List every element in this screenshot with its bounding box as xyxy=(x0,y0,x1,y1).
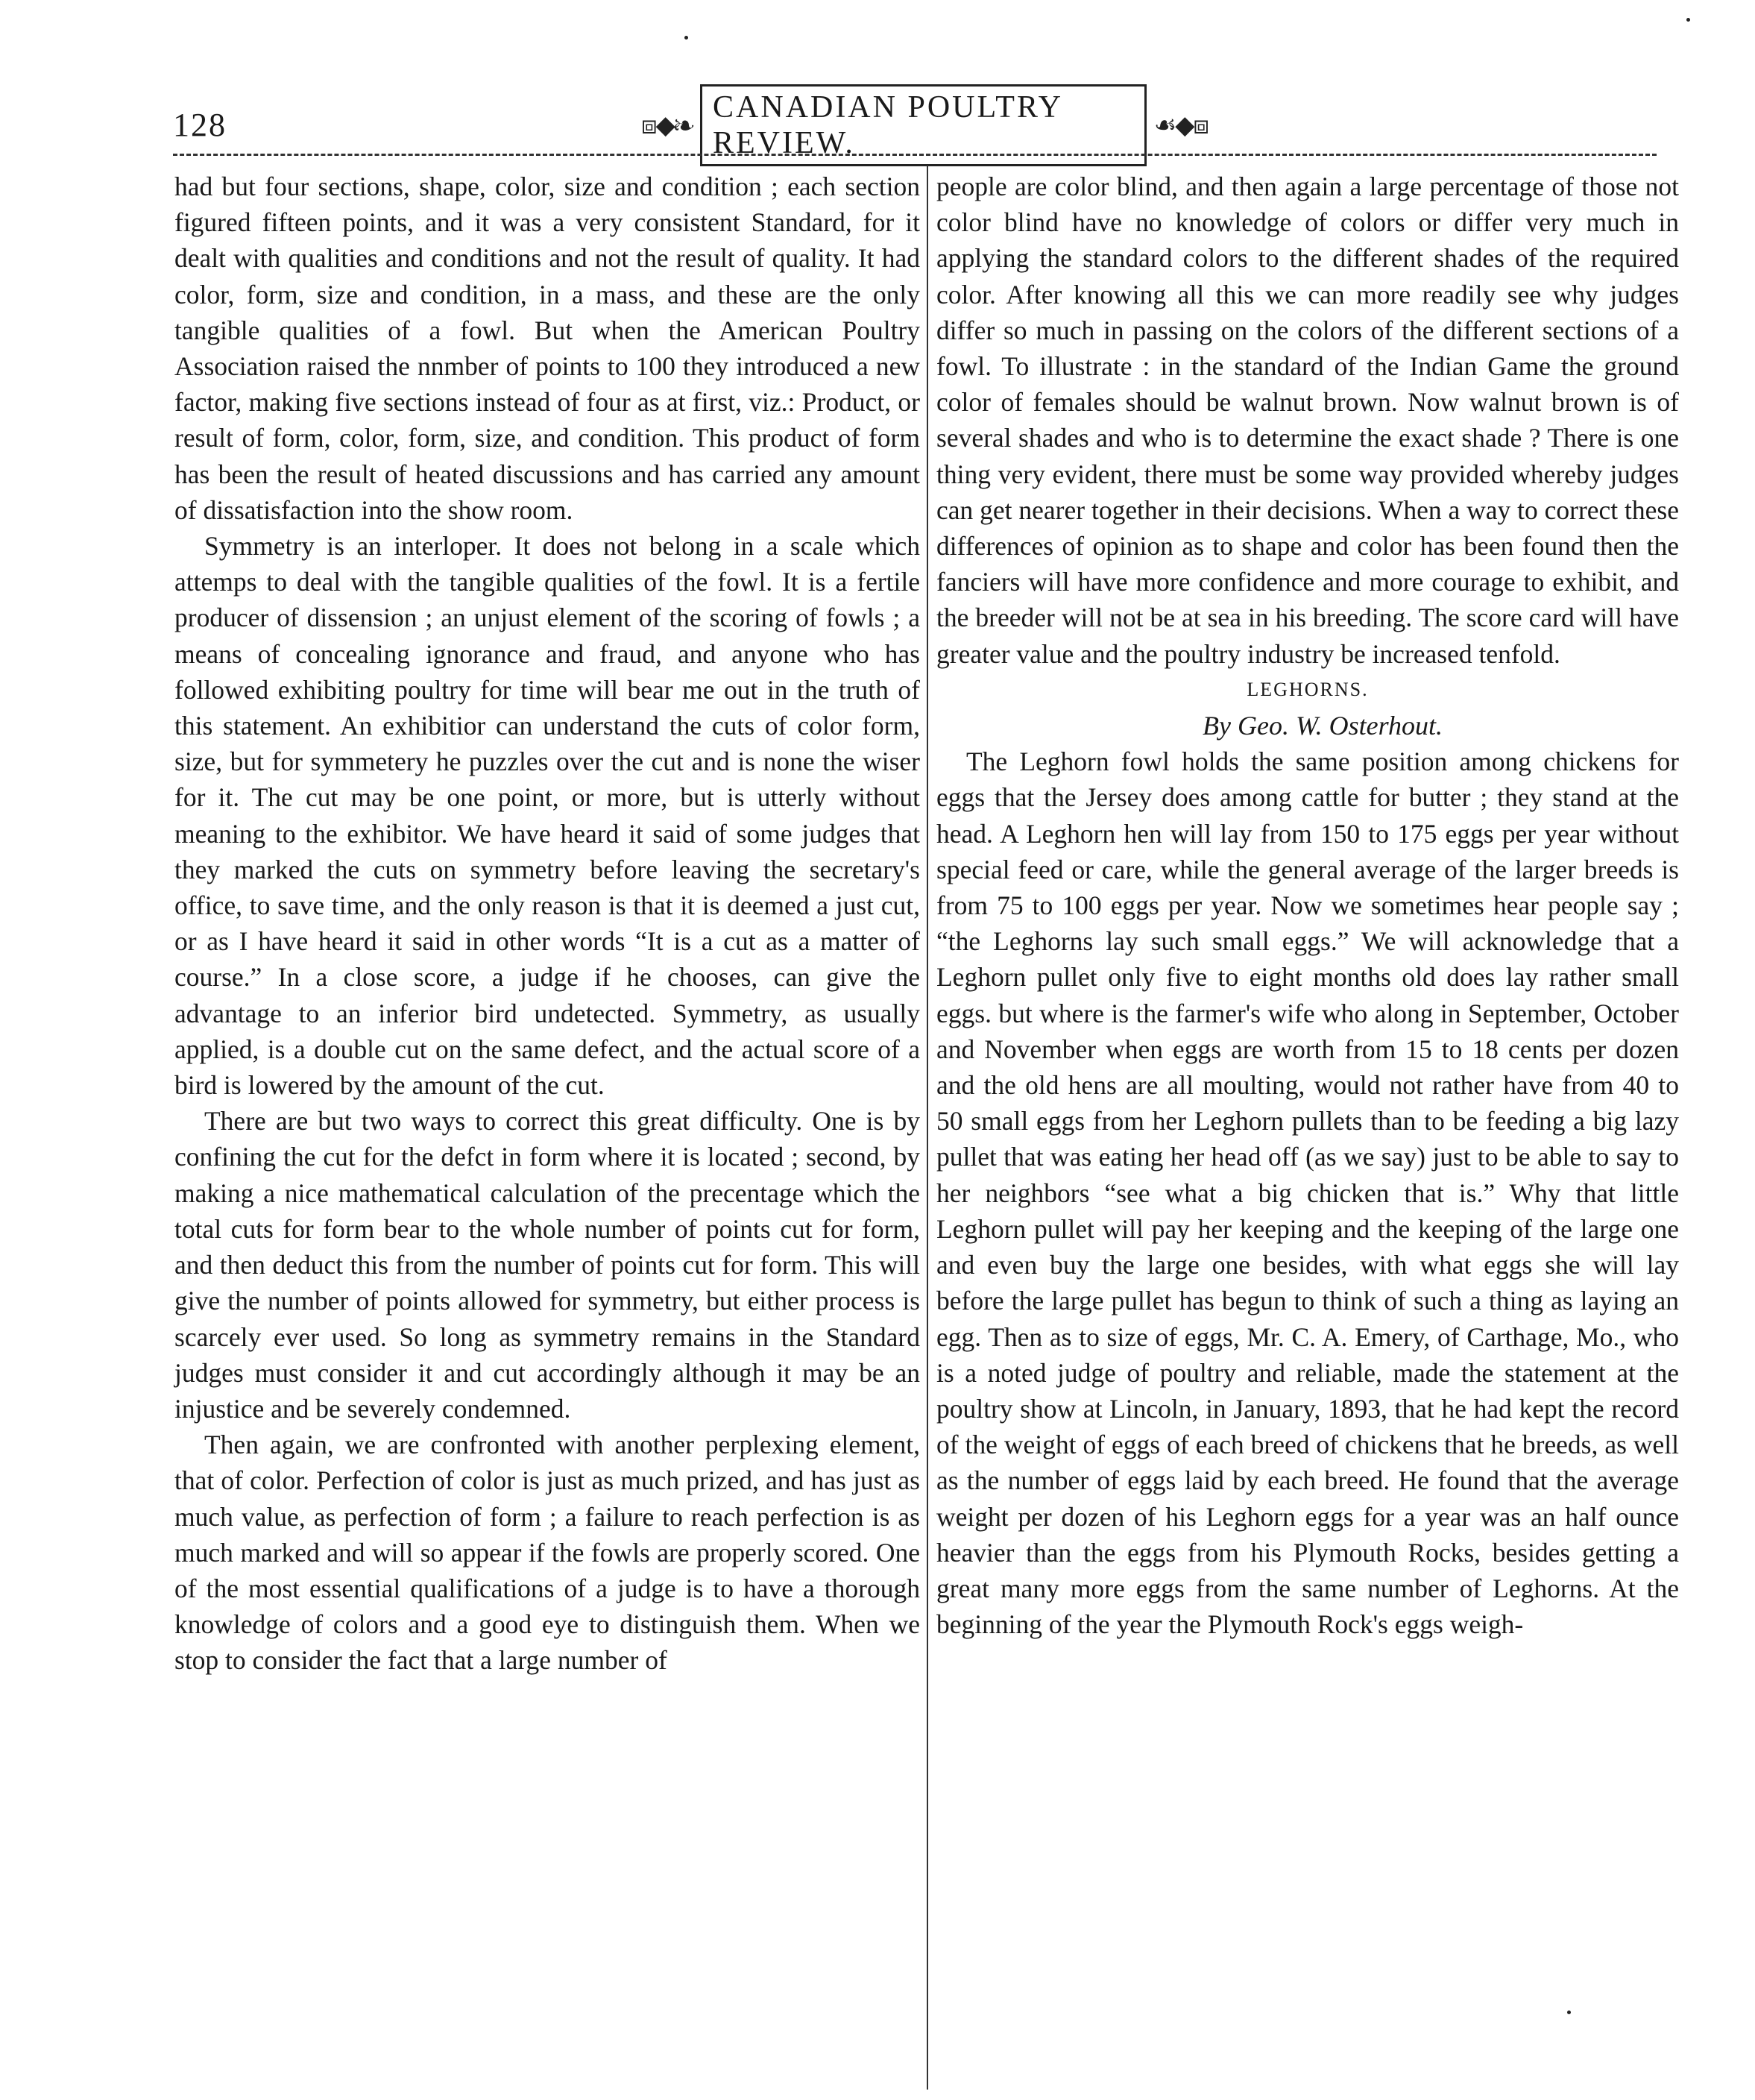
paragraph: Then again, we are confronted with another perplexing element, that of color. Perfection of color is just as much prized, and has just as much value, as perfection of form ; a failure to reach perfection is as much marked and will so appear if the fowls are properly scored. One of the most essential qualifications of a judge is to have a thorough knowledge of colors and a good eye to distinguish them. When we stop to consider the fact that a large number of xyxy=(174,1430,920,1676)
header-rule xyxy=(173,154,1657,156)
paragraph: Symmetry is an interloper. It does not belong in a scale which attemps to deal with the tangible qualities of the fowl. It is a fertile producer of dissension ; an unjust element of the scoring of fowls ; a means of concealing ignorance and fraud, and anyone who has followed exhibiting poultry for time will bear me out in the truth of this statement. An exhibitior can understand the cuts of color form, size, but for symmetery he puzzles over the cut and is none the wiser for it. The cut may be one point, or more, but is utterly without meaning to the exhibitor. We have heard it said of some judges that they marked the cuts on symmetry before leaving the secretary's office, to save time, and the only reason is that it is deemed a just cut, or as I have heard it said in other words “It is a cut as a matter of course.” In a close score, a judge if he chooses, can give the advantage to an inferior bird undetected. Symmetry, as usually applied, is a double cut on the same defect, and the actual score of a bird is lowered by the amount of the cut. xyxy=(174,531,920,1101)
ornament-right-icon: ☙◆⧈ xyxy=(1153,112,1208,139)
masthead xyxy=(641,90,1208,160)
right-column xyxy=(936,169,1679,1642)
masthead-title: CANADIAN POULTRY REVIEW. xyxy=(700,84,1147,166)
paragraph: people are color blind, and then again a large percentage of those not color blind have no knowledge of colors or differ very much in applying the standard colors to the different shades of the required color. After knowing all this we can more readily see why judges differ so much in passing on the colors of the different sections of a fowl. To illustrate : in the standard of the Indian Game the ground color of females should be walnut brown. Now walnut brown is of several shades and who is to determine the exact shade ? There is one thing very evident, there must be some way provided whereby judges can get nearer together in their decisions. When a way to correct these differences of opinion as to shape and color has been found then the fanciers will have more confidence and more courage to exhibit, and the breeder will not be at sea in his breeding. The score card will have greater value and the poultry industry be increased tenfold. xyxy=(936,172,1679,669)
paragraph: The Leghorn fowl holds the same position among chickens for eggs that the Jersey does among cattle for butter ; they stand at the head. A Leghorn hen will lay from 150 to 175 eggs per year without special feed or care, while the general average of the larger breeds is from 75 to 100 eggs per year. Now we sometimes hear people say ; “the Leghorns lay such small eggs.” We will acknowledge that a Leghorn pullet only five to eight months old does lay rather small eggs. but where is the farmer's wife who along in September, October and November when eggs are worth from 15 to 18 cents per dozen and the old hens are all moulting, would not rather have from 40 to 50 small eggs from her Leghorn pullets than to be feeding a big lazy pullet that was eating her head off (as we say) just to be able to say to her neighbors “see what a big chicken that is.” Why that little Leghorn pullet will pay her keeping and the keeping of the large one and even buy the large one besides, with what eggs she will lay before the large pullet has begun to think of such a thing as laying an egg. Then as to size of eggs, Mr. C. A. Emery, of Carthage, Mo., who is a noted judge of poultry and reliable, made the statement at the poultry show at Lincoln, in January, 1893, that he had kept the record of the weight of eggs of each breed of chickens that he breeds, as well as the number of eggs laid by each breed. He found that the average weight per dozen of his Leghorn eggs for a year was an half ounce heavier than the eggs from his Plymouth Rocks, besides getting a great many more eggs from the same number of Leghorns. At the beginning of the year the Plymouth Rock's eggs weigh- xyxy=(936,746,1679,1640)
article-heading: LEGHORNS. xyxy=(1247,678,1369,700)
column-divider xyxy=(927,166,928,2090)
page-number: 128 xyxy=(173,107,227,143)
ornament-left-icon: ⧈◆❧ xyxy=(641,112,693,139)
article-byline: By Geo. W. Osterhout. xyxy=(1203,711,1443,741)
paragraph: had but four sections, shape, color, size and condition ; each section figured fifteen points, and it was a very consistent Standard, for it dealt with qualities and conditions and not the result of quality. It had color, form, size and condition, in a mass, and these are the only tangible qualities of a fowl. But when the American Poultry Association raised the nnmber of points to 100 they introduced a new factor, making five sections instead of four as at first, viz.: Product, or result of form, color, form, size, and condition. This product of form has been the result of heated discussions and has carried any amount of dissatisfaction into the show room. xyxy=(174,172,920,525)
paragraph: There are but two ways to correct this great difficulty. One is by confining the cut for the defct in form where it is located ; second, by making a nice mathematical calculation of the precentage which the total cuts for form bear to the whole number of points cut for form, and then deduct this from the number of points cut for form. This will give the number of points allowed for symmetry, but either process is scarcely ever used. So long as symmetry remains in the Standard judges must consider it and cut accordingly although it may be an injustice and be severely condemned. xyxy=(174,1106,920,1424)
print-speck xyxy=(1686,18,1690,22)
left-column xyxy=(174,169,920,1679)
print-speck xyxy=(1567,2011,1571,2014)
print-speck xyxy=(684,36,688,40)
